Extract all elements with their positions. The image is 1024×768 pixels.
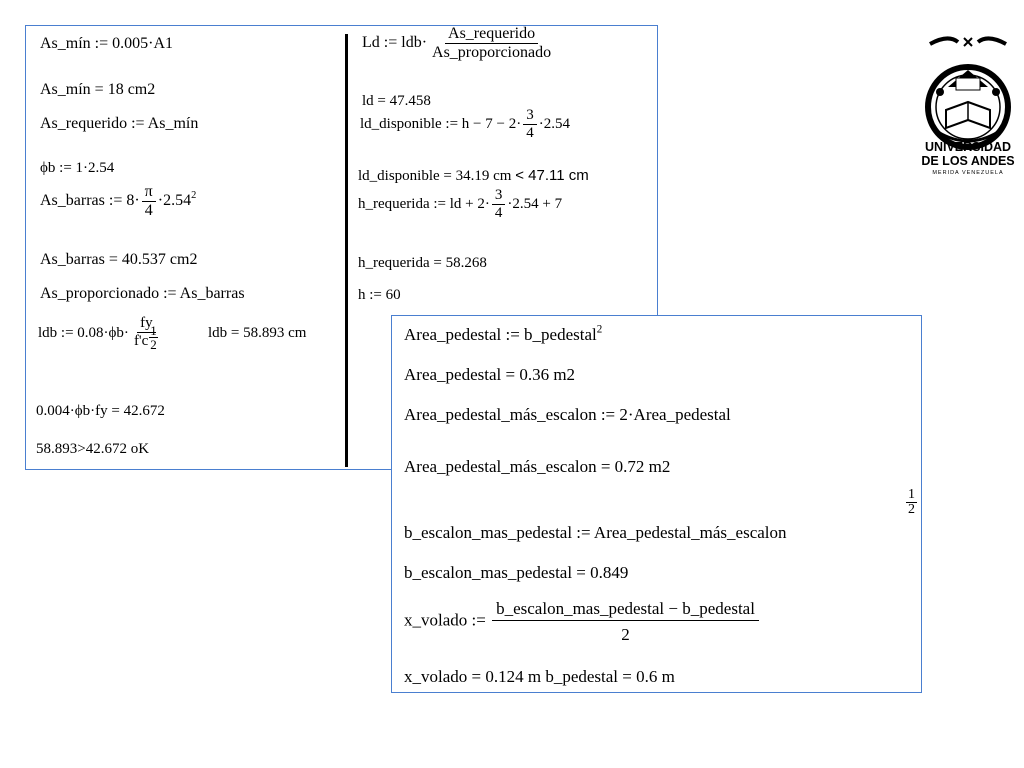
exponent-numerator: 1 — [150, 323, 157, 338]
formula-ld — [362, 26, 556, 61]
formula-phi-b: ϕb := 1·2.54 — [40, 160, 115, 176]
result-ldb: ldb = 58.893 cm — [208, 325, 307, 341]
fraction-numerator: π — [142, 184, 156, 202]
exponent-one-half — [906, 488, 917, 517]
university-location: MERIDA VENEZUELA — [932, 170, 1004, 176]
university-name-line1: UNIVERSIDAD — [924, 140, 1012, 154]
fraction-denominator: 2 — [621, 625, 630, 644]
formula-h-requerida-lhs: h_requerida := ld + 2· — [358, 195, 490, 212]
fraction-denominator: 4 — [526, 125, 534, 141]
formula-ld-disponible-tail: ·2.54 — [538, 115, 570, 132]
fraction-fy-over-fc — [131, 316, 162, 351]
result-area-pedestal-mas-escalon: Area_pedestal_más_escalon = 0.72 m2 — [404, 457, 671, 476]
formula-area-pedestal-body: Area_pedestal := b_pedestal — [404, 325, 597, 344]
formula-ld-disponible — [360, 108, 570, 141]
exponent-denominator: 2 — [908, 502, 915, 517]
result-area-pedestal: Area_pedestal = 0.36 m2 — [404, 365, 576, 384]
fraction-numerator: fy — [137, 316, 156, 333]
formula-area-pedestal-mas-escalon: Area_pedestal_más_escalon := 2·Area_pedestal — [404, 405, 731, 424]
fc-term: f'c — [133, 333, 149, 349]
mathcad-panel-right — [391, 315, 922, 693]
formula-b-escalon-mas-pedestal — [404, 524, 787, 541]
result-as-min: As_mín = 18 cm2 — [40, 81, 156, 98]
formula-as-min-def: As_mín := 0.005·A1 — [40, 35, 174, 52]
formula-ld-lhs: Ld := ldb· — [362, 34, 428, 52]
result-as-barras: As_barras = 40.537 cm2 — [40, 251, 198, 268]
formula-as-barras-tail: ·2.54 — [157, 192, 192, 210]
formula-h: h := 60 — [358, 287, 401, 303]
column-divider — [345, 34, 348, 467]
result-ld: ld = 47.458 — [362, 93, 431, 109]
formula-as-requerido: As_requerido := As_mín — [40, 115, 199, 132]
fraction-denominator: 4 — [144, 202, 153, 219]
formula-h-requerida — [358, 188, 562, 221]
exponent: 2 — [596, 323, 603, 336]
university-name — [920, 140, 1016, 168]
exponent: 2 — [191, 189, 197, 201]
formula-ldb-lhs: ldb := 0.08·ϕb· — [38, 324, 129, 341]
result-b-escalon-mas-pedestal: b_escalon_mas_pedestal = 0.849 — [404, 563, 629, 582]
check-ok: 58.893>42.672 oK — [36, 441, 150, 457]
formula-as-barras — [40, 184, 196, 219]
formula-area-pedestal — [404, 323, 603, 344]
fraction-numerator: As_requerido — [445, 26, 538, 44]
exponent-denominator: 2 — [150, 337, 157, 352]
result-h-requerida: h_requerida = 58.268 — [358, 255, 487, 271]
fraction-numerator: 3 — [492, 188, 506, 205]
check-0004-phib-fy: 0.004·ϕb·fy = 42.672 — [36, 403, 165, 419]
formula-x-volado-lhs: x_volado := — [404, 610, 491, 630]
exponent-one-half — [149, 324, 158, 351]
fraction-three-quarters — [492, 188, 506, 221]
fraction-numerator: b_escalon_mas_pedestal − b_pedestal — [492, 600, 759, 621]
fraction-as-ratio — [429, 26, 554, 61]
result-ld-disponible — [358, 168, 589, 184]
formula-h-requerida-tail: ·2.54 + 7 — [507, 195, 563, 212]
fraction-x-volado — [492, 600, 759, 643]
formula-ld-disponible-lhs: ld_disponible := h − 7 − 2· — [360, 115, 522, 132]
result-ld-disponible-value: ld_disponible = 34.19 cm — [358, 168, 512, 184]
formula-ldb — [38, 316, 164, 351]
university-name-line2: DE LOS ANDES — [921, 154, 1015, 168]
fraction-denominator: As_proporcionado — [432, 44, 552, 61]
exponent-numerator: 1 — [908, 487, 915, 502]
formula-b-escalon-body: b_escalon_mas_pedestal := Area_pedestal_más_escalon — [404, 523, 787, 542]
fraction-three-quarters — [523, 108, 537, 141]
formula-x-volado — [404, 600, 761, 643]
fraction-pi-over-4 — [142, 184, 156, 219]
fraction-numerator: 3 — [523, 108, 537, 125]
result-x-volado-and-b-pedestal: x_volado = 0.124 m b_pedestal = 0.6 m — [404, 667, 675, 686]
comparison-note: < 47.11 cm — [515, 167, 589, 184]
formula-as-barras-lhs: As_barras := 8· — [40, 192, 140, 210]
formula-as-proporcionado: As_proporcionado := As_barras — [40, 285, 245, 302]
fraction-denominator: 4 — [494, 205, 503, 221]
